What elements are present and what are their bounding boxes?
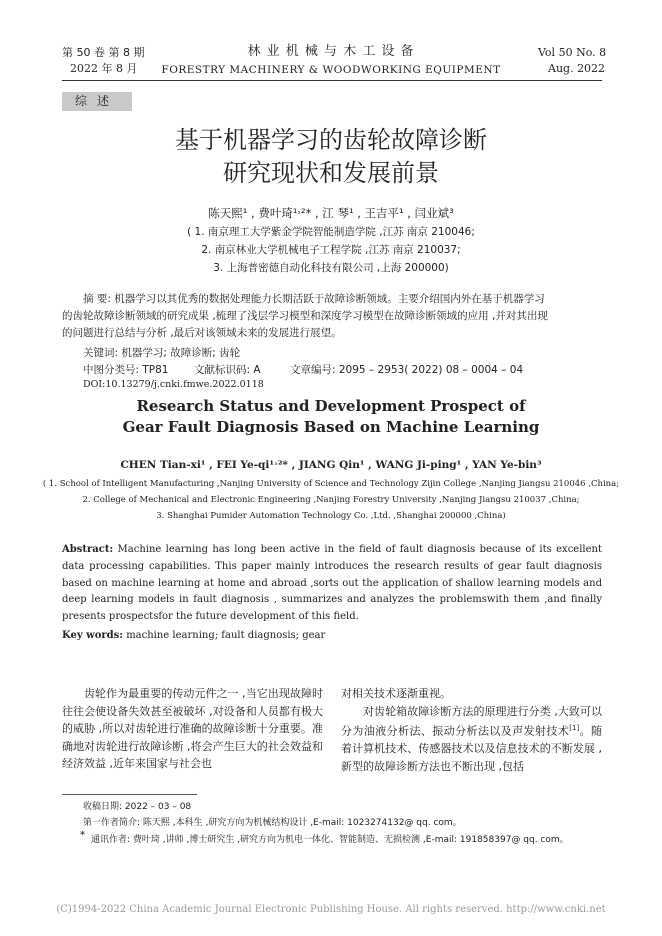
keywords-en-text: machine learning; fault diagnosis; gear	[126, 630, 326, 641]
journal-name-zh: 林 业 机 械 与 木 工 设 备	[247, 44, 415, 59]
authors-zh: 陈天熙¹ , 费叶琦¹˒²* , 江 琴¹ , 王吉平¹ , 闫业斌³	[208, 206, 454, 220]
affiliation-en-1: ( 1. School of Intelligent Manufacturing ,Nanjing University of Science and Technology Zijin College ,Nanjing Jiangsu 210046 ,China;	[42, 479, 620, 489]
publication-date: 2022 年 8 月	[70, 62, 138, 75]
affiliation-zh-3: 3. 上海普密德自动化科技有限公司 ,上海 200000)	[213, 262, 449, 274]
volume-en: Vol 50 No. 8	[538, 46, 607, 59]
abstract-zh-line1: 机器学习以其优秀的数据处理能力长期活跃于故障诊断领域。主要介绍国内外在基于机器学习	[114, 293, 545, 305]
footnote-corresponding-mark: *	[80, 830, 85, 841]
abstract-en	[62, 542, 602, 626]
body-left-column	[62, 685, 323, 773]
doi: DOI:10.13279/j.cnki.fmwe.2022.0118	[83, 379, 264, 390]
abstract-zh-label: 摘 要:	[83, 293, 111, 305]
affiliation-zh-2: 2. 南京林业大学机械电子工程学院 ,江苏 南京 210037;	[201, 244, 461, 256]
title-zh-line2: 研究现状和发展前景	[223, 159, 439, 187]
footnote-corresponding-author: 通讯作者: 费叶琦 ,讲师 ,博士研究生 ,研究方向为机电一体化、智能制造、无损检测 ,E-mail: 191858397@ qq. com。	[91, 835, 569, 845]
volume-issue: 第 50 卷 第 8 期	[62, 46, 145, 59]
abstract-en-label: Abstract:	[62, 544, 114, 555]
body-left-paragraph: 齿轮作为最重要的传动元件之一 ,当它出现故障时往往会使设备失效甚至被破坏 ,对设备和人员都有极大的威胁 ,所以对齿轮进行准确的故障诊断十分重要。准确地对齿轮进行故障诊断 ,将会产生巨大的社会效益和经济效益 ,近年来国家与社会也	[62, 687, 323, 770]
abstract-zh	[62, 291, 602, 342]
body-right-paragraph-2a: 对齿轮箱故障诊断方法的原理进行分类 ,大致可以分为油液分析法、振动分析法以及声发射技术	[341, 704, 602, 738]
date-en: Aug. 2022	[548, 62, 606, 75]
affiliation-en-3: 3. Shanghai Pumider Automation Technology Co. ,Ltd. ,Shanghai 200000 ,China)	[156, 511, 506, 521]
title-en-line2: Gear Fault Diagnosis Based on Machine Learning	[122, 418, 540, 436]
authors-en: CHEN Tian-xi¹ , FEI Ye-qi¹˒²* , JIANG Qin¹ , WANG Ji-ping¹ , YAN Ye-bin³	[120, 459, 542, 471]
citation-1[interactable]: [1]	[569, 724, 580, 732]
affiliation-en-2: 2. College of Mechanical and Electronic Engineering ,Nanjing Forestry University ,Nanjing Jiangsu 210037 ,China;	[82, 495, 580, 505]
clc-number: 中图分类号: TP81	[83, 364, 169, 376]
abstract-en-text: Machine learning has long been active in the field of fault diagnosis because of its excellent data processing capabilities. This paper mainly introduces the research results of gear fault diagnosis based on machine learning at home and abroad ,sorts out the application of shallow learning models and deep learning models in fault diagnosis , summarizes and analyzes the problemswith them ,and finally presents prospectsfor the future development of this field.	[62, 544, 602, 623]
doc-code: 文献标识码: A	[194, 364, 261, 376]
cnki-watermark: (C)1994-2022 China Academic Journal Electronic Publishing House. All rights reserved. http://www.cnki.net	[56, 904, 606, 915]
body-right-column	[341, 685, 602, 775]
keywords-zh: 关键词: 机器学习; 故障诊断; 齿轮	[83, 347, 241, 359]
abstract-zh-line2: 的齿轮故障诊断领域的研究成果 ,梳理了浅层学习模型和深度学习模型在故障诊断领域的应用 ,并对其出现	[62, 310, 548, 322]
title-zh-line1: 基于机器学习的齿轮故障诊断	[175, 126, 487, 154]
keywords-en-label: Key words:	[62, 630, 123, 641]
body-right-paragraph-2	[341, 703, 602, 776]
footnote-received: 收稿日期: 2022 – 03 – 08	[83, 802, 192, 812]
abstract-zh-line3: 的问题进行总结与分析 ,最后对该领域未来的发展进行展望。	[62, 327, 342, 339]
footnote-rule	[62, 794, 197, 795]
body-right-paragraph-2b: 。随着计算机技术、传感器技术以及信息技术的不断发展 ,新型的故障诊断方法也不断出现 ,包括	[341, 724, 603, 773]
article-number: 文章编号: 2095 – 2953( 2022) 08 – 0004 – 04	[290, 364, 524, 376]
affiliation-zh-1: ( 1. 南京理工大学紫金学院智能制造学院 ,江苏 南京 210046;	[187, 226, 475, 238]
keywords-en	[62, 628, 602, 645]
footnote-first-author: 第一作者简介: 陈天熙 ,本科生 ,研究方向为机械结构设计 ,E-mail: 1023274132@ qq. com。	[83, 818, 462, 828]
header-rule	[62, 80, 602, 81]
body-right-paragraph-1: 对相关技术逐渐重视。	[341, 687, 451, 700]
section-tag: 综述	[62, 92, 132, 111]
title-en-line1: Research Status and Development Prospect of	[136, 397, 526, 415]
journal-name-en: FORESTRY MACHINERY & WOODWORKING EQUIPMENT	[161, 64, 501, 76]
